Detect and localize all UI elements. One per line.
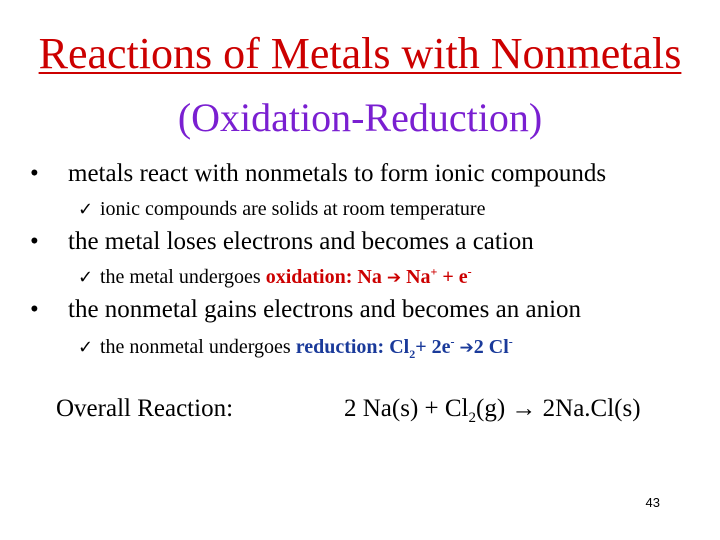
sub-bullet-1 bbox=[78, 198, 485, 221]
title-line-1: Reactions of Metals with Nonmetals bbox=[38, 29, 682, 78]
oxidation-keyword: oxidation: bbox=[265, 266, 353, 288]
checkmark-icon: ✓ bbox=[78, 267, 94, 288]
reduction-equation bbox=[295, 334, 513, 361]
eq-charge: + bbox=[430, 264, 438, 279]
checkmark-icon: ✓ bbox=[78, 199, 94, 220]
eq-sodium-ion: Na bbox=[406, 266, 431, 288]
eq-sodium: Na bbox=[357, 266, 382, 288]
arrow-right-icon: → bbox=[511, 395, 537, 422]
overall-left: 2 Na(s) + Cl bbox=[344, 395, 469, 422]
eq-subscript: 2 bbox=[409, 347, 416, 361]
overall-reaction-equation bbox=[344, 395, 641, 426]
overall-reaction-label: Overall Reaction: bbox=[56, 395, 234, 422]
arrow-right-icon: ➔ bbox=[459, 338, 474, 358]
eq-chlorine: Cl bbox=[389, 336, 410, 358]
reduction-keyword: reduction: bbox=[295, 336, 385, 358]
overall-state: (g) bbox=[476, 395, 506, 422]
eq-electron-charge: - bbox=[450, 334, 455, 349]
eq-electrons: + 2e bbox=[415, 336, 451, 358]
overall-product: 2Na.Cl(s) bbox=[542, 395, 641, 422]
sub-bullet-1-text: ionic compounds are solids at room temperature bbox=[100, 198, 486, 220]
arrow-right-icon: ➔ bbox=[386, 268, 402, 288]
eq-chloride-charge: - bbox=[508, 334, 513, 349]
overall-subscript: 2 bbox=[468, 410, 476, 426]
sub-bullet-2-lead: the metal undergoes bbox=[100, 266, 266, 288]
bullet-1-text: metals react with nonmetals to form ionic compounds bbox=[68, 160, 607, 187]
sub-bullet-3 bbox=[78, 336, 513, 359]
slide-title bbox=[0, 28, 720, 144]
eq-electron-charge: - bbox=[467, 264, 472, 279]
sub-bullet-2 bbox=[78, 266, 472, 289]
oxidation-equation bbox=[266, 266, 472, 288]
bullet-1 bbox=[30, 160, 606, 188]
page-number: 43 bbox=[645, 495, 660, 510]
bullet-marker: • bbox=[30, 228, 39, 255]
bullet-marker: • bbox=[30, 296, 39, 323]
sub-bullet-3-lead: the nonmetal undergoes bbox=[100, 336, 296, 358]
bullet-3-text: the nonmetal gains electrons and becomes an anion bbox=[68, 296, 582, 323]
title-line-2: (Oxidation-Reduction) bbox=[177, 95, 543, 140]
eq-electron: + e bbox=[437, 266, 468, 288]
checkmark-icon: ✓ bbox=[78, 337, 94, 358]
bullet-marker: • bbox=[30, 160, 39, 187]
bullet-2 bbox=[30, 228, 534, 256]
bullet-3 bbox=[30, 296, 581, 324]
bullet-2-text: the metal loses electrons and becomes a cation bbox=[68, 228, 534, 255]
eq-chloride: 2 Cl bbox=[473, 336, 509, 358]
